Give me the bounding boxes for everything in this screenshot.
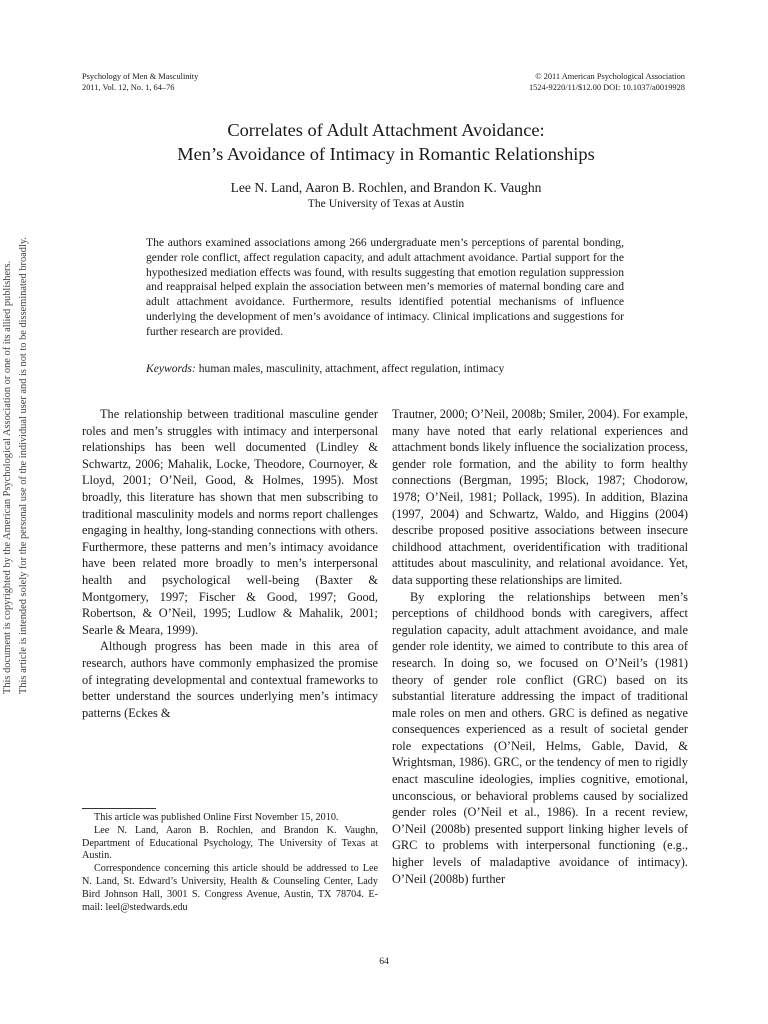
title-line-2: Men’s Avoidance of Intimacy in Romantic Relationships <box>177 144 595 164</box>
copyright-notice: This document is copyrighted by the American Psychological Association or one of its allied publishers. <box>2 260 13 694</box>
keywords-label: Keywords: <box>146 362 196 375</box>
footnotes <box>82 812 378 914</box>
paragraph: By exploring the relationships between men’s perceptions of childhood bonds with caregivers, affect regulation capacity, adult attachment avoidance, and male gender role identity, we aimed to contribute to this area of research. In doing so, we focused on O’Neil’s (1981) theory of gender role conflict (GRC) based on its substantial literature addressing the impact of traditional male roles on men and others. GRC is defined as negative consequences experienced as a result of societal gender role expectations (O’Neil, Helms, Gable, David, & Wrightsman, 1986). GRC, or the tendency of men to rigidly enact masculine ideologies, implies cognitive, emotional, unconscious, or behavioral problems caused by socialized gender roles (O’Neil et al., 1986). In a recent review, O’Neil (2008b) presented support linking higher levels of GRC to problems with interpersonal functioning (e.g., higher levels of maladaptive avoidance of intimacy). O’Neil (2008b) further <box>392 589 688 886</box>
body-column-right <box>392 406 688 887</box>
abstract: The authors examined associations among 266 undergraduate men’s perceptions of parental bonding, gender role conflict, affect regulation capacity, and adult attachment avoidance. Partial support for the hypothesized mediation effects was found, with results suggesting that emotion regulation suppression and reappraisal helped explain the association between men’s memories of maternal bonding care and adult attachment avoidance. Furthermore, results identified potential mechanisms of influence underlying the development of men’s avoidance of intimacy. Clinical implications and suggestions for further research are provided. <box>146 236 624 338</box>
keywords-text: human males, masculinity, attachment, affect regulation, intimacy <box>198 362 505 375</box>
author-affiliation: The University of Texas at Austin <box>307 197 465 210</box>
copyright-line: © 2011 American Psychological Association <box>535 72 685 81</box>
usage-notice: This article is intended solely for the personal use of the individual user and is not to be disseminated broadly. <box>18 237 29 694</box>
journal-header <box>82 72 198 93</box>
author-list: Lee N. Land, Aaron B. Rochlen, and Brandon K. Vaughn <box>230 180 542 195</box>
journal-name: Psychology of Men & Masculinity <box>82 72 199 81</box>
keywords <box>146 362 624 377</box>
paragraph: The relationship between traditional masculine gender roles and men’s struggles with intimacy and interpersonal relationships has been well documented (Lindley & Schwartz, 2006; Mahalik, Locke, Theodore, Cournoyer, & Lloyd, 2001; O’Neil, Good, & Holmes, 1995). Most broadly, this literature has shown that men subscribing to traditional masculinity models and norms report challenges engaging in healthy, long-standing connections with others. Furthermore, these patterns and men’s intimacy avoidance have been related more broadly to men’s interpersonal health and psychological well-being (Baxter & Montgomery, 1997; Fischer & Good, 1997; Good, Robertson, & O’Neil, 1995; Ludlow & Mahalik, 2001; Searle & Meara, 1999). <box>82 407 378 637</box>
paragraph: Although progress has been made in this area of research, authors have commonly emphasized the promise of integrating developmental and contextual frameworks to better understand the sources underlying men’s intimacy patterns (Eckes & <box>82 639 378 720</box>
article-title <box>90 118 682 166</box>
doi-line: 1524-9220/11/$12.00 DOI: 10.1037/a0019928 <box>528 82 685 92</box>
footnote-publication: This article was published Online First November 15, 2010. <box>94 812 339 823</box>
paragraph: Trautner, 2000; O’Neil, 2008b; Smiler, 2004). For example, many have noted that early relational experiences and attachment bonds likely influence the socialization process, gender role formation, and the ability to form healthy connections (Bergman, 1995; Block, 1987; Chodorow, 1978; O’Neil, 1981; Pollack, 1995). In addition, Blazina (1997, 2004) and Schwartz, Waldo, and Higgins (2004) describe proposed positive associations between insecure childhood attachment, overidentification with traditional attitudes about masculinity, and relational avoidance. Yet, data supporting these relationships are limited. <box>392 407 688 587</box>
publisher-header <box>529 72 685 93</box>
page-number: 64 <box>379 956 389 967</box>
footnote-correspondence: Correspondence concerning this article should be addressed to Lee N. Land, St. Edward’s University, Health & Counseling Center, Lady Bird Johnson Hall, 3001 S. Congress Avenue, Austin, TX 78704. E-mail: leel@stedwards.edu <box>82 863 378 913</box>
body-column-left <box>82 406 378 721</box>
title-line-1: Correlates of Adult Attachment Avoidance: <box>227 120 545 140</box>
footnote-divider <box>82 808 156 809</box>
footnote-authors: Lee N. Land, Aaron B. Rochlen, and Brandon K. Vaughn, Department of Educational Psychology, The University of Texas at Austin. <box>82 824 378 862</box>
journal-volume: 2011, Vol. 12, No. 1, 64–76 <box>82 82 175 92</box>
